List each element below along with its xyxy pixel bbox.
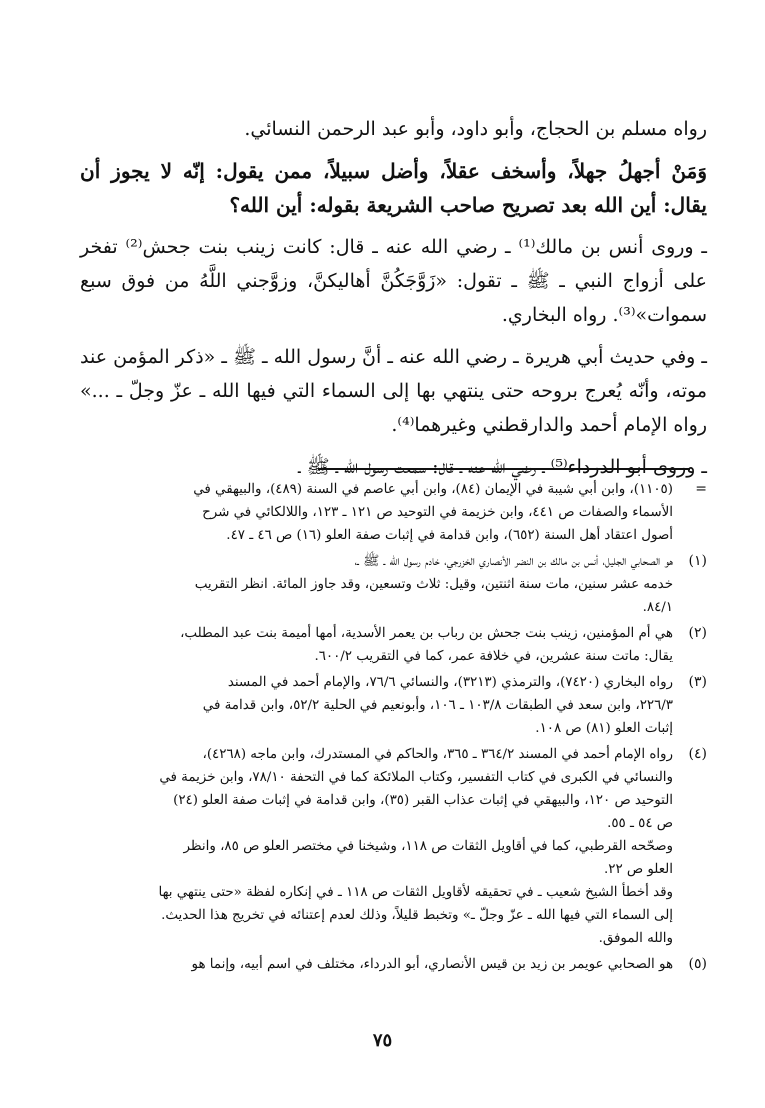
footnote-line: والنسائي في الكبرى في كتاب التفسير، وكتاب الملائكة كما في التحفة ٧٨/١٠، وابن خزيمة في: [159, 770, 673, 785]
footnote-line: هو الصحابي عويمر بن زيد بن قيس الأنصاري، أبو الدرداء، مختلف في اسم أبيه، وإنما هو: [191, 957, 673, 972]
footnote-line: التوحيد ص ١٢٠، والبيهقي في إثبات عذاب القبر (٣٥)، وابن قدامة في إثبات صفة العلو (٢٤): [173, 793, 673, 808]
paragraph-anas-hadith: ـ وروى أنس بن مالك⁽¹⁾ ـ رضي الله عنه ـ قال: كانت زينب بنت جحش⁽²⁾ تفخر على أزواج النبي ـ ﷺ ـ تقول: «زَوَّجَكُنَّ أهاليكنَّ، وزوَّجني اللَّهُ من فوق سبع سموات»⁽³⁾. رواه البخاري.: [80, 236, 707, 326]
footnote-line: رواه الإمام أحمد في المسند ٣٦٤/٢ ـ ٣٦٥، والحاكم في المستدرك، وابن ماجه (٤٢٦٨)،: [202, 747, 673, 762]
footnote-line: ص ٥٤ ـ ٥٥.: [607, 816, 673, 831]
footnote-line: هو الصحابي الجليل، أنس بن مالك بن النضر الأنصاري الخزرجي، خادم رسول الله ـ ﷺ ـ،: [354, 554, 673, 569]
paragraph-hadith-muslim: رواه مسلم بن الحجاج، وأبو داود، وأبو عبد الرحمن النسائي.: [244, 118, 707, 140]
footnote-3: [62, 671, 707, 740]
footnote-5: [62, 953, 707, 976]
paragraph-abu-hurairah-hadith: ـ وفي حديث أبي هريرة ـ رضي الله عنه ـ أنَّ رسول الله ـ ﷺ ـ «ذكر المؤمن عند موته، وأنّه يُعرج بروحه حتى ينتهي بها إلى السماء التي فيها الله ـ عزّ وجلّ ـ ...» رواه الإمام أحمد والدارقطني وغيرهما⁽⁴⁾.: [80, 346, 707, 436]
footnote-line: خدمه عشر سنين، مات سنة اثنتين، وقيل: ثلاث وتسعين، وقد جاوز المائة. انظر التقريب: [194, 577, 673, 592]
footnotes: [62, 478, 707, 979]
footnote-number: (٣): [688, 674, 707, 690]
footnote-line: والله الموفق.: [598, 931, 673, 946]
footnote-line: إلى السماء التي فيها الله ـ عزّ وجلّ ـ» وتخبط قليلاً، وذلك لعدم إعتنائه في تخريج هذا الحديث.: [161, 908, 673, 923]
footnote-line: وقد أخطأ الشيخ شعيب ـ في تحقيقه لأقاويل الثقات ص ١١٨ ـ في إنكاره لفظة «حتى ينتهي بها: [158, 885, 673, 900]
page-number: ٧٥: [372, 1030, 393, 1051]
footnote-line: رواه البخاري (٧٤٢٠)، والترمذي (٣٢١٣)، والنسائي ٧٦/٦، والإمام أحمد في المسند: [227, 675, 673, 690]
footnote-line: وصحّحه القرطبي، كما في أقاويل الثقات ص ١١٨، وشيخنا في مختصر العلو ص ٨٥، وانظر: [183, 839, 673, 854]
footnote-line: يقال: ماتت سنة عشرين، في خلافة عمر، كما في التقريب ٦٠٠/٢.: [314, 649, 673, 664]
footnote-2: [62, 622, 707, 668]
footnote-line: الأسماء والصفات ص ٤٤١، وابن خزيمة في التوحيد ص ١٢١ ـ ١٢٣، واللالكائي في شرح: [202, 505, 673, 520]
footnote-number: =: [695, 481, 707, 497]
footnote-line: ٢٢٦/٣، وابن سعد في الطبقات ١٠٣/٨ ـ ١٠٦، وأبونعيم في الحلية ٥٢/٢، وابن قدامة في: [202, 698, 673, 713]
footnote-continuation: [62, 478, 707, 547]
footnote-number: (٢): [688, 625, 707, 641]
paragraph-abu-darda-hadith: ـ وروى أبو الدرداء⁽⁵⁾ ـ رضي الله عنه ـ قال: سمعت رسول الله ـ ﷺ ـ: [298, 456, 707, 478]
main-text: [80, 112, 707, 492]
footnote-1: [62, 550, 707, 619]
footnote-divider: [318, 468, 690, 470]
footnote-number: (١): [688, 553, 707, 569]
footnote-4: [62, 743, 707, 950]
footnote-line: أصول اعتقاد أهل السنة (٦٥٢)، وابن قدامة في إثبات صفة العلو (١٦) ص ٤٦ ـ ٤٧.: [226, 528, 673, 543]
footnote-line: العلو ص ٢٢.: [604, 862, 673, 877]
footnote-number: (٥): [688, 956, 707, 972]
footnote-line: إثبات العلو (٨١) ص ١٠٨.: [535, 721, 673, 736]
footnote-line: هي أم المؤمنين، زينب بنت جحش بن رباب بن يعمر الأسدية، أمها أميمة بنت عبد المطلب،: [180, 626, 673, 641]
footnote-line: (١١٠٥)، وابن أبي شيبة في الإيمان (٨٤)، وابن أبي عاصم في السنة (٤٨٩)، والبيهقي في: [193, 482, 673, 497]
footnote-line: ٨٤/١.: [642, 600, 673, 615]
paragraph-argument: وَمَنْ أجهلُ جهلاً، وأسخف عقلاً، وأضل سبيلاً، ممن يقول: إنّه لا يجوز أن يقال: أين الله بعد تصريح صاحب الشريعة بقوله: أين الله؟: [80, 159, 707, 217]
footnote-number: (٤): [688, 746, 707, 762]
